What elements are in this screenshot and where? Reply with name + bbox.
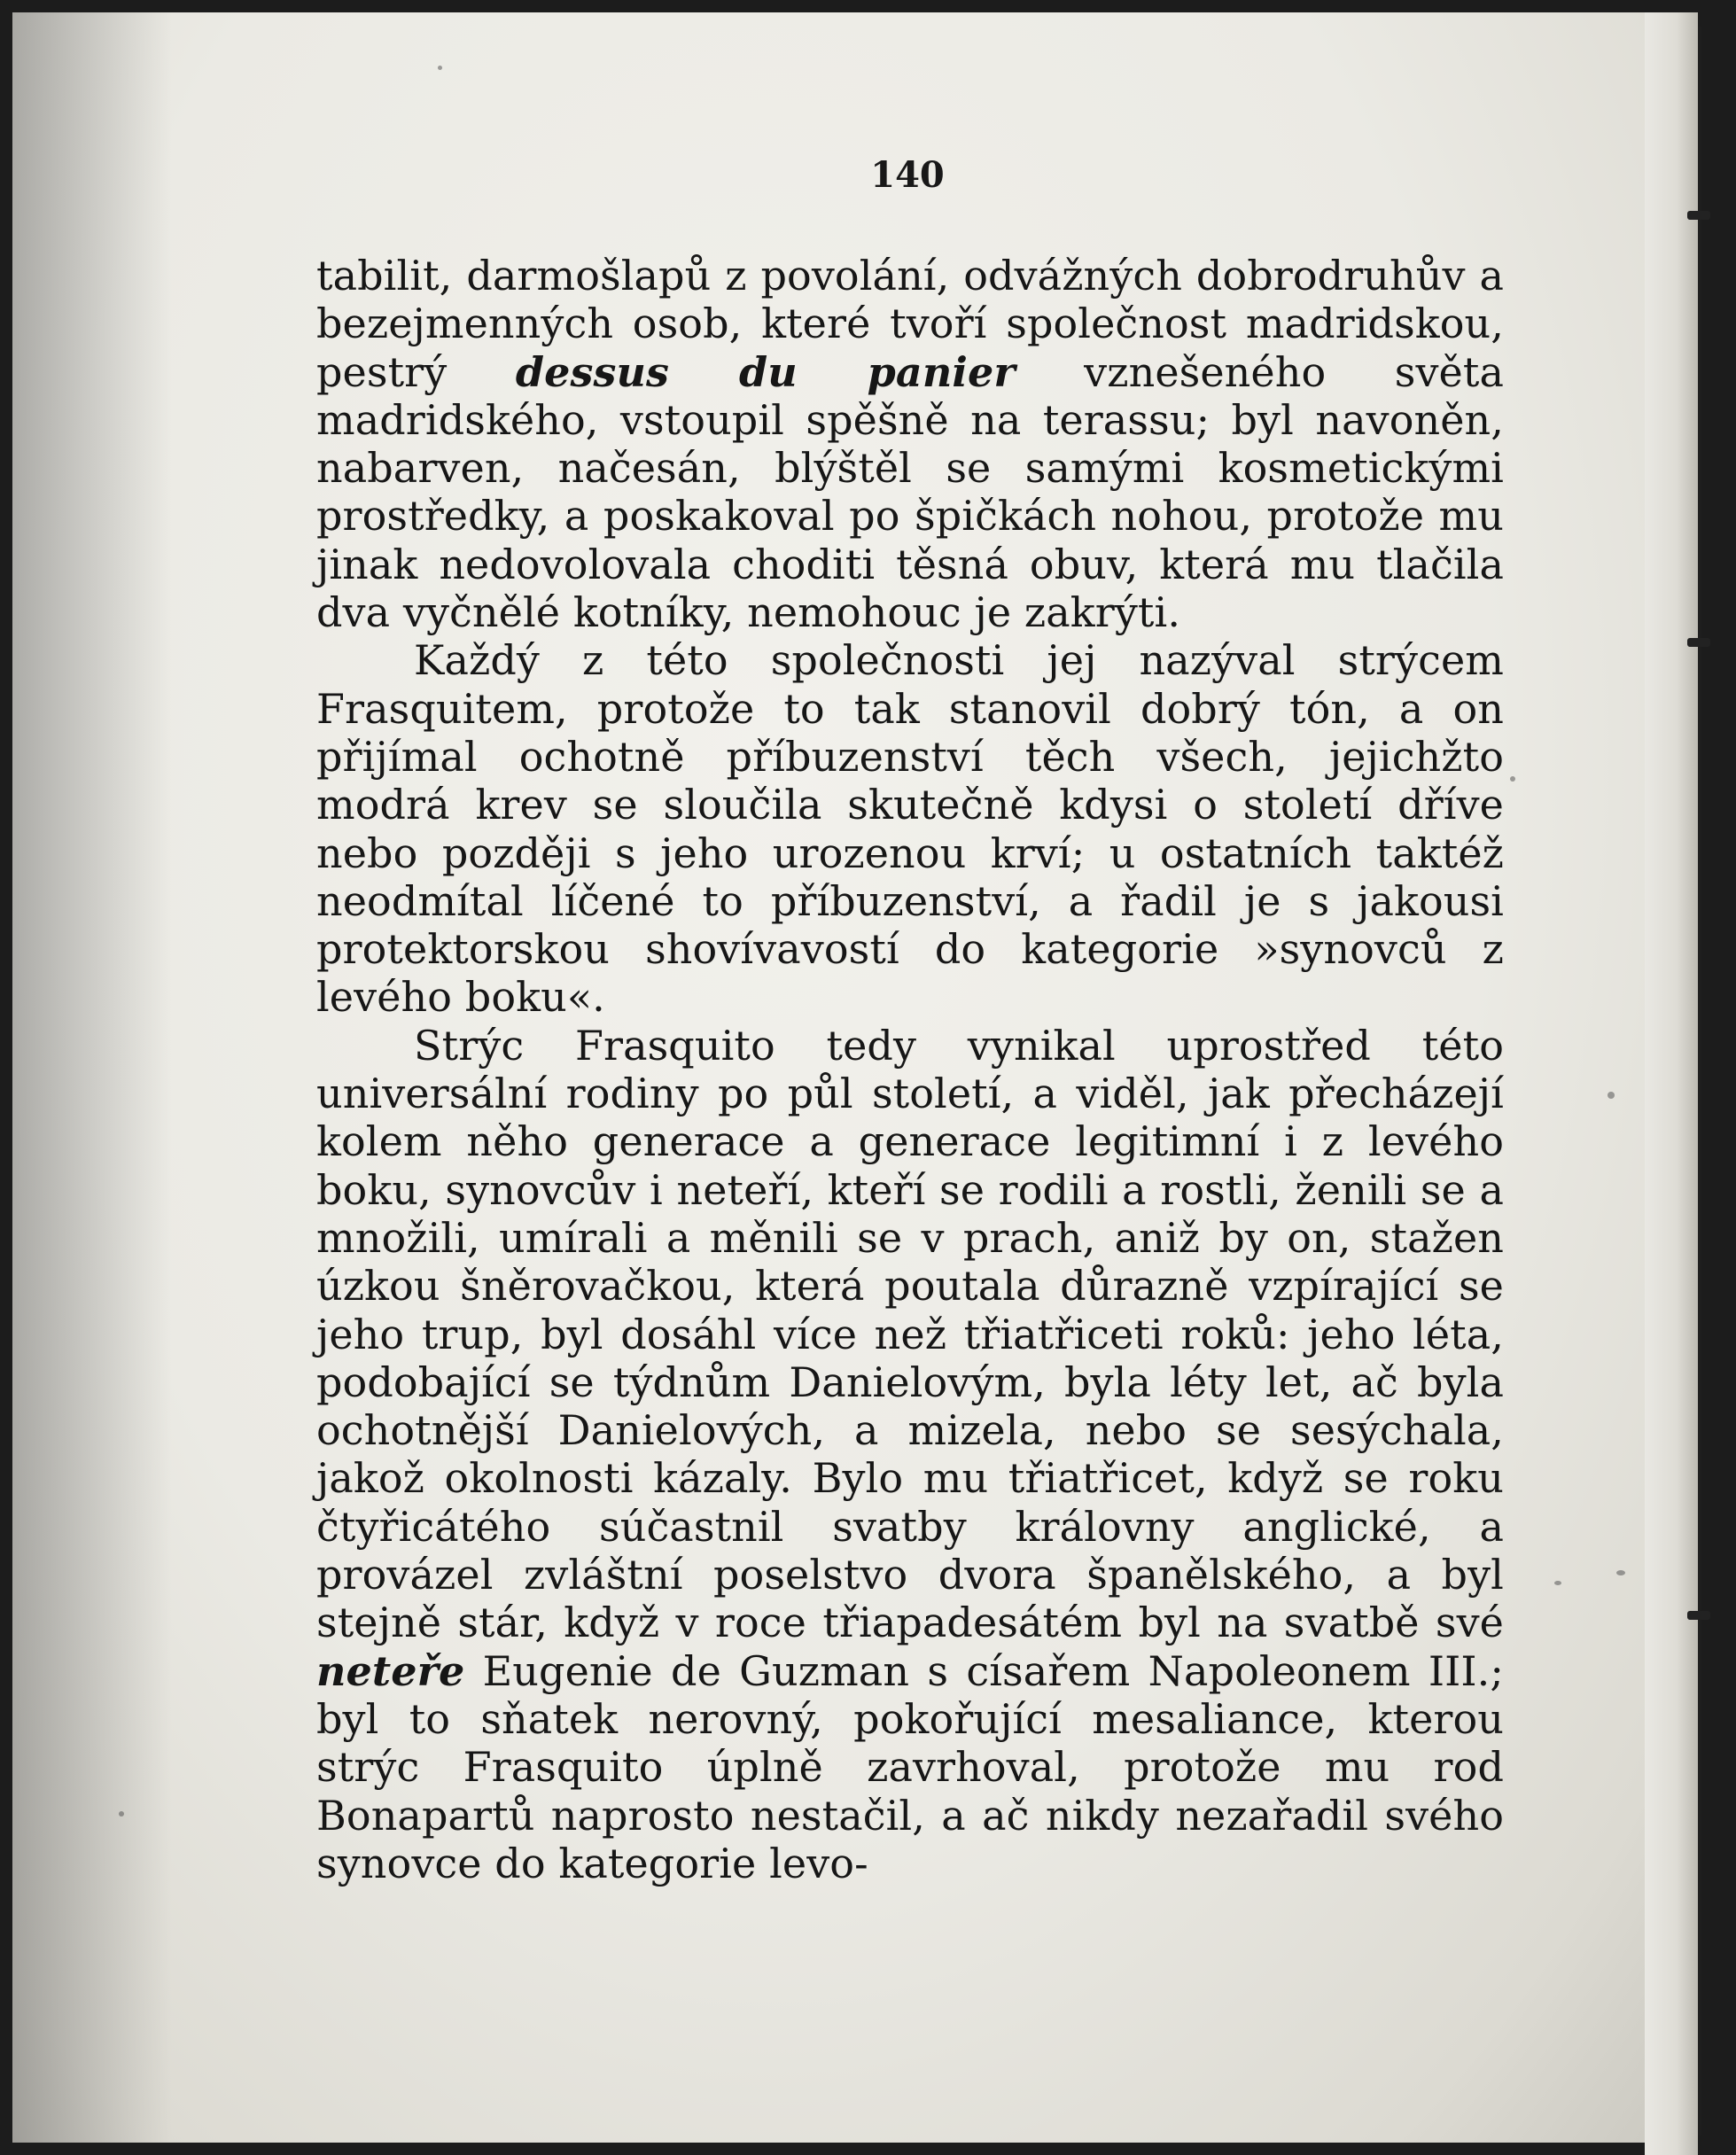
- body-text: [316, 252, 1504, 1887]
- binding-edge-mark: [1687, 638, 1710, 647]
- italic-phrase: neteře: [316, 1646, 465, 1695]
- text-run: Strýc Frasquito tedy vynikal uprostřed této universální rodiny po půl století, a viděl, jak přecházejí kolem něho generace a generace legitimní i z levého boku, synovcův i neteří, kteří se rodili a rostli, ženili se a množili, umírali a měnili se v prach, aniž by on, stažen úzkou šněrovačkou, která poutala důrazně vzpírající se jeho trup, byl dosáhl více než třiatřiceti roků: jeho léta, podobající se týdnům Danielovým, byla léty let, ač byla ochotnější Danielových, a mizela, nebo se sesýchala, jakož okolnosti kázaly. Bylo mu třiatřicet, když se roku čtyřicátého súčastnil svatby královny anglické, a provázel zvláštní poselstvo dvora španělského, a byl stejně stár, když v roce třiapadesátém byl na svatbě své: [316, 1021, 1504, 1647]
- binding-edge-mark: [1687, 1611, 1710, 1620]
- dust-speck: [438, 66, 442, 70]
- text-run: Každý z této společnosti jej nazýval strýcem Frasquitem, protože to tak stanovil dobrý tón, a on přijímal ochotně příbuzenství těch všech, jejichžto modrá krev se sloučila skutečně kdysi o století dříve nebo později s jeho urozenou krví; u ostatních taktéž neodmítal líčené to příbuzenství, a řadil je s jakousi protektorskou shovívavostí do kategorie »synovců z levého boku«.: [316, 636, 1504, 1022]
- dust-speck: [1608, 1092, 1615, 1099]
- paragraph: [316, 1022, 1504, 1887]
- dust-speck: [1616, 1570, 1625, 1575]
- text-run: vznešeného světa madridského, vstoupil spěšně na terassu; byl navoněn, nabarven, načesán, blýštěl se samými kosmetickými prostředky, a poskakoval po špičkách nohou, protože mu jinak nedovolovala choditi těsná obuv, která mu tlačila dva vyčnělé kotníky, nemohouc je zakrýti.: [316, 347, 1504, 637]
- dust-speck: [1510, 776, 1515, 782]
- page-number: 140: [870, 154, 945, 196]
- page-edge-shadow: [1645, 12, 1698, 2155]
- text-run: Eugenie de Guzman s císařem Napoleonem III.; byl to sňatek nerovný, pokořující mesaliance, kterou strýc Frasquito úplně zavrhoval, protože mu rod Bonapartů naprosto nestačil, a ač nikdy nezařadil svého synovce do kategorie levo-: [316, 1646, 1504, 1887]
- paper-sheet: [12, 12, 1698, 2143]
- dust-speck: [1554, 1581, 1561, 1585]
- dust-speck: [119, 1811, 124, 1817]
- paragraph: [316, 636, 1504, 1021]
- binding-edge-mark: [1687, 211, 1710, 220]
- paragraph: [316, 252, 1504, 636]
- text-run: tabilit, darmošlapů z povolání, odvážných dobrodruhův a bezejmenných osob, které tvoří společnost madridskou, pestrý: [316, 252, 1504, 396]
- italic-phrase: dessus du panier: [515, 347, 1016, 396]
- binding-edge-line: [1698, 27, 1701, 2136]
